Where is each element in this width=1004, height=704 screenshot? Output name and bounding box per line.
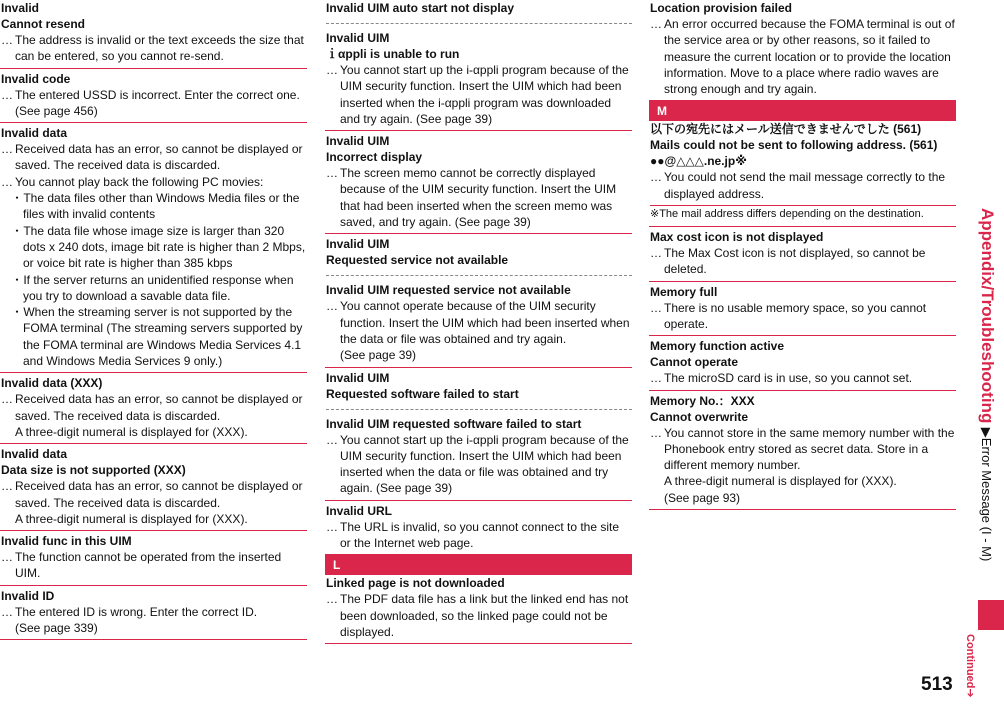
message-entry	[0, 0, 307, 69]
description-continuation: (See page 456)	[15, 103, 98, 118]
message-description	[326, 62, 632, 127]
message-title: Incorrect display	[326, 150, 423, 165]
description-text: There is no usable memory space, so you cannot operate.	[664, 300, 927, 331]
ellipsis-lead: …	[326, 592, 338, 607]
description-text: The URL is invalid, so you cannot connect to the site or the Internet web page.	[340, 519, 620, 551]
message-description	[650, 425, 956, 474]
message-description	[326, 432, 632, 497]
ellipsis-lead: …	[326, 432, 338, 447]
ellipsis-lead: …	[650, 425, 662, 440]
description-text: You cannot play back the following PC movies:	[15, 174, 264, 189]
message-title: Invalid UIM requested service not available	[326, 283, 571, 298]
message-description	[326, 165, 632, 230]
column-right	[649, 0, 956, 510]
message-title: Invalid UIM auto start not display	[326, 1, 515, 15]
message-title: Max cost icon is not displayed	[650, 230, 824, 245]
message-description	[1, 549, 307, 582]
description-text: You cannot operate because of the UIM security function. Insert the UIM which had been inserted when the data or file was obtained and try again.	[340, 299, 630, 346]
bullet-mark: ･	[14, 223, 24, 238]
section-title: Appendix/Troubleshooting	[978, 208, 997, 424]
description-text: You cannot start up the i-αppli program because of the UIM security function. Insert the UIM which had been inserted when the i-αppli program was downloaded and try again. (See page 39)	[340, 63, 629, 126]
message-description	[326, 519, 632, 552]
message-entry	[649, 336, 956, 390]
continued-label: Continued➔	[964, 634, 976, 698]
description-continuation: (See page 39)	[340, 348, 417, 363]
message-entry	[649, 0, 956, 101]
message-entry	[649, 227, 956, 282]
message-entry	[325, 0, 632, 131]
bullet-item	[1, 304, 307, 369]
message-entry	[649, 282, 956, 337]
bullet-mark: ･	[14, 191, 24, 206]
message-title: Invalid UIM	[326, 31, 390, 45]
ellipsis-lead: …	[1, 604, 13, 619]
message-entry	[325, 131, 632, 234]
message-description	[1, 478, 307, 511]
description-continuation: (See page 339)	[15, 621, 98, 636]
ellipsis-lead: …	[326, 166, 338, 181]
message-description	[1, 141, 307, 174]
message-description	[326, 591, 632, 640]
message-entry	[0, 586, 307, 641]
description-text: The entered ID is wrong. Enter the correct ID.	[15, 604, 258, 619]
message-title: Invalid	[1, 1, 40, 15]
description-text: Received data has an error, so cannot be displayed or saved. The received data is discarded.	[15, 479, 303, 510]
description-text: You cannot start up the i-αppli program because of the UIM security function. Insert the UIM which had been inserted when the data or file was obtained and try again. (See page 39)	[340, 432, 629, 496]
bullet-text: When the streaming server is not supported by the FOMA terminal (The streaming servers supported by the FOMA terminal are Windows Media Services 4.1 and Windows Media Services 9 only.)	[23, 305, 303, 369]
bullet-item	[1, 272, 307, 305]
message-title: Invalid data (XXX)	[1, 376, 103, 391]
bullet-item	[1, 223, 307, 272]
message-title: Cannot resend	[1, 17, 86, 31]
message-entry	[0, 123, 307, 373]
message-title: Invalid UIM	[326, 237, 390, 252]
ellipsis-lead: …	[650, 371, 662, 386]
description-continuation: (See page 93)	[664, 490, 741, 505]
ellipsis-lead: …	[326, 63, 338, 77]
message-title: ●●@△△△.ne.jp※	[650, 154, 747, 169]
message-entry	[325, 234, 632, 367]
message-description	[1, 32, 307, 65]
message-title: Data size is not supported (XXX)	[1, 463, 186, 478]
message-entry	[325, 575, 632, 644]
message-title: Requested service not available	[326, 253, 509, 268]
bullet-item	[1, 190, 307, 223]
message-title: Memory full	[650, 284, 718, 299]
message-title: Invalid func in this UIM	[1, 534, 132, 549]
ellipsis-lead: …	[326, 299, 338, 314]
message-title: Requested software failed to start	[326, 386, 519, 401]
message-title: Linked page is not downloaded	[326, 576, 505, 591]
description-text: The Max Cost icon is not displayed, so cannot be deleted.	[664, 246, 926, 277]
message-title: Invalid data	[1, 126, 68, 141]
message-title: Cannot overwrite	[650, 409, 749, 424]
description-text: The PDF data file has a link but the linked end has not been downloaded, so the linked page could not be displayed.	[340, 592, 629, 639]
ellipsis-lead: …	[650, 170, 662, 185]
description-text: An error occurred because the FOMA terminal is out of the service area or by other reasons, so it failed to measure the current location or to provide the location information. Move to a place where radio waves are strong enough and try again.	[664, 17, 955, 97]
ellipsis-lead: …	[650, 246, 662, 261]
description-text: The entered USSD is incorrect. Enter the correct one.	[15, 87, 300, 102]
message-title: Invalid ID	[1, 588, 55, 603]
message-title: Location provision failed	[650, 1, 793, 15]
message-description	[1, 391, 307, 424]
message-description	[650, 245, 956, 278]
dashed-separator	[326, 275, 632, 276]
description-text: The function cannot be operated from the inserted UIM.	[15, 550, 282, 581]
bullet-mark: ･	[14, 272, 24, 287]
bullet-text: The data file whose image size is larger than 320 dots x 240 dots, image bit rate is higher than 2 Mbps, or voice bit rate is higher than 385 kbps	[23, 223, 306, 271]
description-text: The address is invalid or the text exceeds the size that can be entered, so you cannot re-send.	[15, 33, 304, 64]
sidebar-title	[974, 208, 1000, 628]
ellipsis-lead: …	[650, 300, 662, 315]
message-description	[650, 370, 956, 386]
section-letter-header: M	[649, 101, 956, 121]
message-title: Mails could not be sent to following address. (561)	[650, 138, 938, 153]
description-text: The screen memo cannot be correctly displayed because of the UIM security function. Insert the UIM that had been inserted when the screen memo was saved, and try again. (See page 39)	[340, 166, 617, 230]
message-entry	[325, 501, 632, 556]
ellipsis-lead: …	[1, 392, 13, 407]
subsection-title: ▶Error Message (I - M)	[979, 427, 994, 562]
message-description	[650, 169, 956, 202]
message-entry	[0, 69, 307, 124]
message-title: 以下の宛先にはメール送信できませんでした (561)	[650, 122, 922, 137]
message-description	[650, 300, 956, 333]
description-text: Received data has an error, so cannot be displayed or saved. The received data is discarded.	[15, 142, 303, 173]
message-title: Invalid UIM	[326, 134, 390, 149]
ellipsis-lead: …	[1, 33, 13, 47]
description-continuation: A three-digit numeral is displayed for (XXX).	[15, 424, 248, 439]
message-title: Invalid UIM requested software failed to start	[326, 416, 582, 431]
section-letter-header: L	[325, 555, 632, 575]
description-continuation: A three-digit numeral is displayed for (XXX).	[15, 511, 248, 526]
column-middle	[325, 0, 632, 644]
message-entry	[0, 444, 307, 531]
message-description	[326, 298, 632, 347]
message-title: Memory No.：XXX	[650, 393, 755, 408]
ellipsis-lead: …	[1, 142, 13, 157]
ellipsis-lead: …	[1, 550, 13, 565]
message-title: Invalid code	[1, 71, 71, 86]
message-description	[650, 16, 956, 97]
index-tab	[978, 600, 1004, 630]
bullet-mark: ･	[14, 305, 24, 320]
dashed-separator	[326, 23, 632, 24]
description-text: You could not send the mail message correctly to the displayed address.	[664, 170, 946, 201]
message-title: Cannot operate	[650, 355, 739, 370]
bullet-text: The data files other than Windows Media files or the files with invalid contents	[23, 191, 300, 222]
message-title: ｉαppli is unable to run	[326, 47, 460, 61]
message-title: Invalid UIM	[326, 370, 390, 385]
dashed-separator	[326, 409, 632, 410]
message-entry	[649, 391, 956, 510]
continued-marker	[960, 628, 980, 698]
message-title: Invalid URL	[326, 503, 393, 518]
message-description	[1, 604, 307, 620]
bullet-text: If the server returns an unidentified response when you try to download a savable data file.	[23, 272, 294, 303]
ellipsis-lead: …	[650, 17, 662, 31]
ellipsis-lead: …	[1, 174, 13, 189]
message-description	[1, 174, 307, 190]
column-left	[0, 0, 307, 640]
ellipsis-lead: …	[1, 479, 13, 494]
message-title: Invalid data	[1, 447, 68, 462]
message-title: Memory function active	[650, 339, 785, 354]
description-continuation: A three-digit numeral is displayed for (XXX).	[664, 474, 897, 489]
description-text: Received data has an error, so cannot be displayed or saved. The received data is discarded.	[15, 392, 303, 423]
message-entry	[0, 373, 307, 444]
description-text: You cannot store in the same memory number with the Phonebook entry stored as secret data. Store in a different memory number.	[664, 425, 955, 473]
footnote: ※The mail address differs depending on the destination.	[650, 208, 924, 221]
message-entry	[0, 531, 307, 586]
message-entry	[649, 121, 956, 227]
message-description	[1, 87, 307, 103]
message-entry	[325, 368, 632, 501]
page-number: 513	[921, 674, 953, 695]
ellipsis-lead: …	[1, 87, 13, 102]
description-text: The microSD card is in use, so you cannot set.	[664, 371, 913, 386]
ellipsis-lead: …	[326, 519, 338, 534]
